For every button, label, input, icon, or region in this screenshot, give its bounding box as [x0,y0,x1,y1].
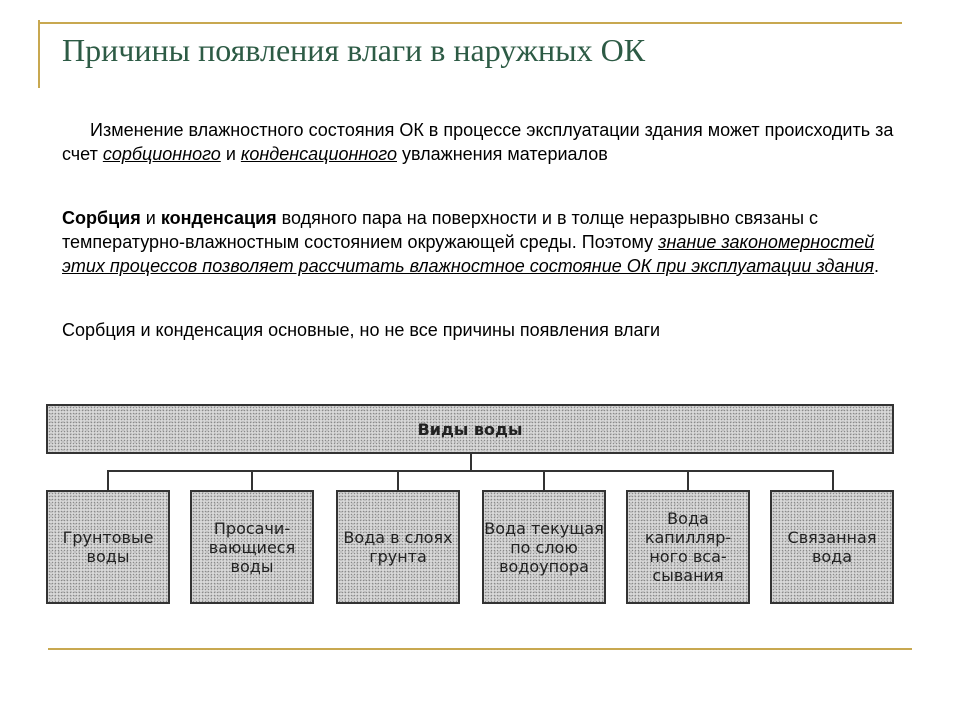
p2-bold-1: Сорбция [62,208,141,228]
p2-text-2: водяного пара на поверхности и в толще неразрывно связаны с температурно-влажностным состоянием окружающей среды. Поэтому [62,208,819,252]
p2-text-3: . [874,256,880,276]
connector-drop-4 [543,470,545,490]
diagram-box-bound-water: Связанная вода [770,490,894,604]
diagram-box-seeping-water: Просачи-вающиеся воды [190,490,314,604]
p1-text-1: Изменение влажностного состояния ОК в процессе эксплуатации здания может происходить за счет [62,120,894,164]
p1-underlined-1: сорбционного [102,144,221,164]
diagram-box-aquiclude-water: Вода текущая по слою водоупора [482,490,606,604]
p1-underlined-2: конденсационного [240,144,397,164]
paragraph-3: Сорбция и конденсация основные, но не все причины появления влаги [62,320,661,340]
connector-horizontal [107,470,834,472]
p2-text-1: и [140,208,161,228]
diagram-box-groundwater: Грунтовые воды [46,490,170,604]
connector-root-stem [470,454,472,470]
connector-drop-6 [832,470,834,490]
p2-bold-2: конденсация [160,208,277,228]
connector-drop-5 [687,470,689,490]
p2-underlined-1: знание закономерностей этих процессов позволяет рассчитать влажностное состояние ОК при эксплуатации здания [62,232,875,276]
p1-text-2: и [220,144,241,164]
diagram-root-box: Виды воды [46,404,894,454]
connector-drop-3 [397,470,399,490]
diagram-box-capillary-water: Вода капилляр-ного вса-сывания [626,490,750,604]
connector-drop-1 [107,470,109,490]
diagram-box-soil-layer-water: Вода в слоях грунта [336,490,460,604]
connector-drop-2 [251,470,253,490]
slide-title: Причины появления влаги в наружных ОК [62,32,646,68]
p1-text-3: увлажнения материалов [397,144,608,164]
